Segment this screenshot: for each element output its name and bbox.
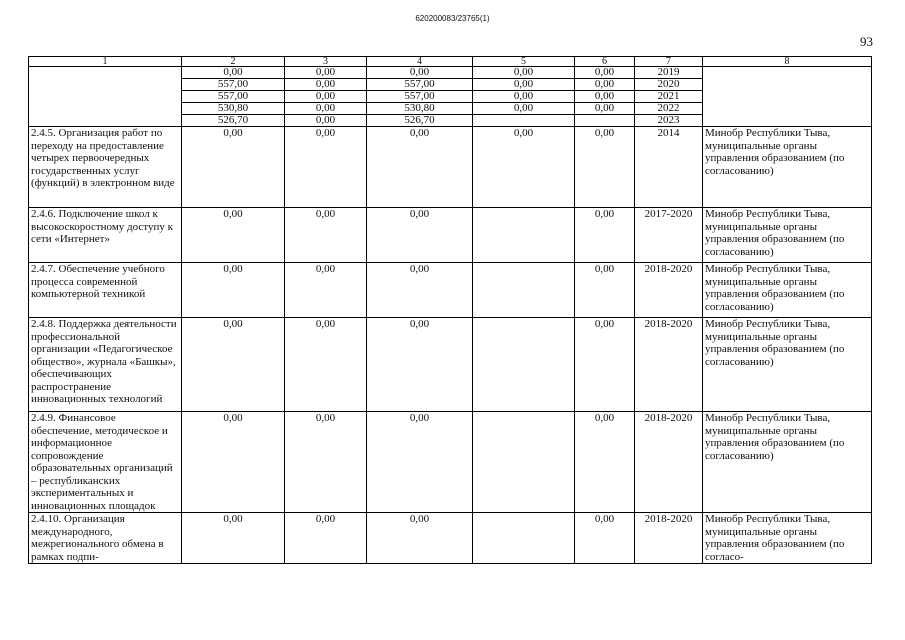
value-cell: 526,70 [182,115,285,127]
value-cell [473,412,575,513]
value-cell: 0,00 [575,412,635,513]
empty-cell [703,67,872,127]
value-cell: 0,00 [473,79,575,91]
header-cell: 8 [703,57,872,67]
value-cell: 557,00 [367,91,473,103]
year-cell: 2019 [635,67,703,79]
executor-cell: Минобр Республики Тыва, муниципальные органы управления образованием (по согласо- [703,513,872,564]
year-cell: 2021 [635,91,703,103]
value-cell [473,263,575,318]
measure-description: 2.4.9. Финансовое обеспечение, методическое и информационное сопровождение образовательных организаций – республиканских экспериментальных и инновационных площадок [29,412,182,513]
value-cell: 0,00 [182,263,285,318]
value-cell: 0,00 [473,103,575,115]
value-cell: 0,00 [367,127,473,208]
value-cell: 0,00 [575,79,635,91]
header-cell: 6 [575,57,635,67]
value-cell: 0,00 [285,79,367,91]
value-cell: 0,00 [575,91,635,103]
value-cell: 0,00 [285,91,367,103]
value-cell: 0,00 [575,103,635,115]
value-cell: 0,00 [575,208,635,263]
value-cell: 0,00 [285,67,367,79]
measure-description: 2.4.7. Обеспечение учебного процесса современной компьютерной техникой [29,263,182,318]
value-cell [575,115,635,127]
measure-description: 2.4.8. Поддержка деятельности профессиональной организации «Педагогическое общество», журнала «Башкы», обеспечивающих распространение инновационных технологий [29,318,182,412]
value-cell: 0,00 [367,318,473,412]
value-cell: 0,00 [367,513,473,564]
value-cell: 0,00 [182,412,285,513]
value-cell: 530,80 [367,103,473,115]
value-cell: 0,00 [285,412,367,513]
year-cell: 2022 [635,103,703,115]
value-cell: 0,00 [367,208,473,263]
period-cell: 2018-2020 [635,318,703,412]
header-cell: 2 [182,57,285,67]
year-cell: 2023 [635,115,703,127]
value-cell: 526,70 [367,115,473,127]
value-cell [473,208,575,263]
value-cell: 0,00 [367,67,473,79]
value-cell [473,513,575,564]
empty-cell [29,67,182,127]
executor-cell: Минобр Республики Тыва, муниципальные органы управления образованием (по согласованию) [703,263,872,318]
value-cell: 0,00 [285,513,367,564]
value-cell: 0,00 [367,263,473,318]
value-cell: 0,00 [473,91,575,103]
value-cell: 557,00 [367,79,473,91]
value-cell: 0,00 [473,127,575,208]
value-cell: 0,00 [182,127,285,208]
value-cell: 0,00 [285,318,367,412]
measure-description: 2.4.6. Подключение школ к высокоскоростному доступу к сети «Интернет» [29,208,182,263]
header-cell: 7 [635,57,703,67]
value-cell: 0,00 [575,318,635,412]
value-cell: 557,00 [182,91,285,103]
table-row [29,412,872,513]
table-row [29,318,872,412]
executor-cell: Минобр Республики Тыва, муниципальные органы управления образованием (по согласованию) [703,318,872,412]
header-row [29,57,872,67]
value-cell: 0,00 [575,263,635,318]
value-cell: 0,00 [367,412,473,513]
table-row [29,263,872,318]
period-cell: 2018-2020 [635,412,703,513]
header-cell: 4 [367,57,473,67]
value-cell: 0,00 [575,127,635,208]
table-row [29,208,872,263]
document-id: 620200083/23765(1) [415,14,490,23]
table-row [29,127,872,208]
header-cell: 5 [473,57,575,67]
period-cell: 2018-2020 [635,263,703,318]
value-cell: 0,00 [285,115,367,127]
value-cell: 530,80 [182,103,285,115]
year-cell: 2020 [635,79,703,91]
table-row [29,513,872,564]
executor-cell: Минобр Республики Тыва, муниципальные органы управления образованием (по согласованию) [703,208,872,263]
value-cell: 0,00 [285,208,367,263]
value-cell: 0,00 [285,127,367,208]
header-cell: 1 [29,57,182,67]
value-cell [473,318,575,412]
value-cell: 0,00 [182,208,285,263]
measure-description: 2.4.10. Организация международного, межрегионального обмена в рамках подпи- [29,513,182,564]
value-cell: 0,00 [285,263,367,318]
executor-cell: Минобр Республики Тыва, муниципальные органы управления образованием (по согласованию) [703,127,872,208]
value-cell: 0,00 [473,67,575,79]
value-cell: 0,00 [182,513,285,564]
value-cell: 0,00 [285,103,367,115]
budget-table [28,56,872,564]
value-cell: 557,00 [182,79,285,91]
value-cell [473,115,575,127]
value-cell: 0,00 [575,513,635,564]
header-cell: 3 [285,57,367,67]
value-cell: 0,00 [182,318,285,412]
page-number: 93 [860,34,873,49]
period-cell: 2018-2020 [635,513,703,564]
value-cell: 0,00 [182,67,285,79]
period-cell: 2017-2020 [635,208,703,263]
executor-cell: Минобр Республики Тыва, муниципальные органы управления образованием (по согласованию) [703,412,872,513]
period-cell: 2014 [635,127,703,208]
measure-description: 2.4.5. Организация работ по переходу на предоставление четырех первоочередных государственных услуг (функций) в электронном виде [29,127,182,208]
value-cell: 0,00 [575,67,635,79]
year-row [29,67,872,79]
